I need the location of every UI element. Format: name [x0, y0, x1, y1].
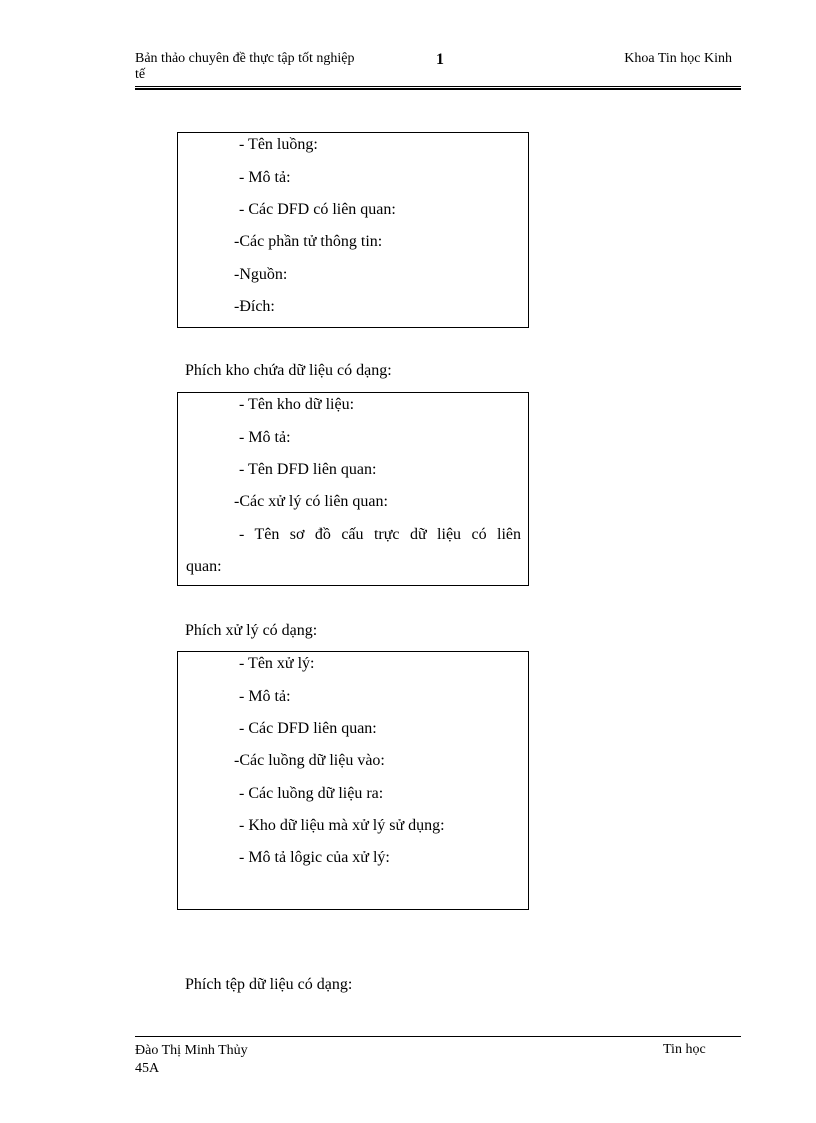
- card-line: -Các luồng dữ liệu vào:: [234, 752, 385, 769]
- header-title: Bản thảo chuyên đề thực tập tốt nghiệp: [135, 51, 355, 66]
- data-store-card: [177, 392, 529, 586]
- card-line: - Kho dữ liệu mà xử lý sử dụng:: [239, 817, 445, 834]
- card-line: - Tên kho dữ liệu:: [239, 396, 355, 413]
- card-line: - Các DFD có liên quan:: [239, 201, 396, 218]
- header-left: [135, 51, 405, 83]
- card-line: - Mô tả:: [239, 169, 291, 186]
- page-number: 1: [436, 51, 444, 68]
- data-store-caption: Phích kho chứa dữ liệu có dạng:: [185, 362, 392, 379]
- footer-author: Đào Thị Minh Thủy: [135, 1043, 248, 1058]
- card-line: - Các DFD liên quan:: [239, 720, 377, 737]
- footer-right: Tin học: [663, 1042, 706, 1057]
- card-line: -Các xử lý có liên quan:: [234, 493, 388, 510]
- footer-left: [135, 1042, 248, 1078]
- card-line: quan:: [186, 558, 222, 575]
- card-line: - Tên sơ đồ cấu trực dữ liệu có liên: [239, 526, 521, 543]
- card-line: - Mô tả:: [239, 429, 291, 446]
- footer-rule: [135, 1036, 741, 1037]
- card-line: -Nguồn:: [234, 266, 288, 283]
- card-line: - Tên xử lý:: [239, 655, 315, 672]
- card-line: - Mô tả lôgic của xử lý:: [239, 849, 390, 866]
- process-card: [177, 651, 529, 910]
- header-title-cont: tế: [135, 67, 146, 82]
- header-rule-top: [135, 86, 741, 87]
- data-file-caption: Phích tệp dữ liệu có dạng:: [185, 976, 353, 993]
- data-flow-card: [177, 132, 529, 328]
- card-line: -Đích:: [234, 298, 275, 315]
- card-line: -Các phần tử thông tin:: [234, 233, 383, 250]
- card-line: - Tên DFD liên quan:: [239, 461, 377, 478]
- footer-class: 45A: [135, 1061, 160, 1076]
- card-line: - Tên luồng:: [239, 136, 318, 153]
- header-rule-bottom: [135, 88, 741, 90]
- card-line: - Các luồng dữ liệu ra:: [239, 785, 384, 802]
- card-line: - Mô tả:: [239, 688, 291, 705]
- header-right: Khoa Tin học Kinh: [624, 51, 732, 66]
- process-caption: Phích xử lý có dạng:: [185, 622, 318, 639]
